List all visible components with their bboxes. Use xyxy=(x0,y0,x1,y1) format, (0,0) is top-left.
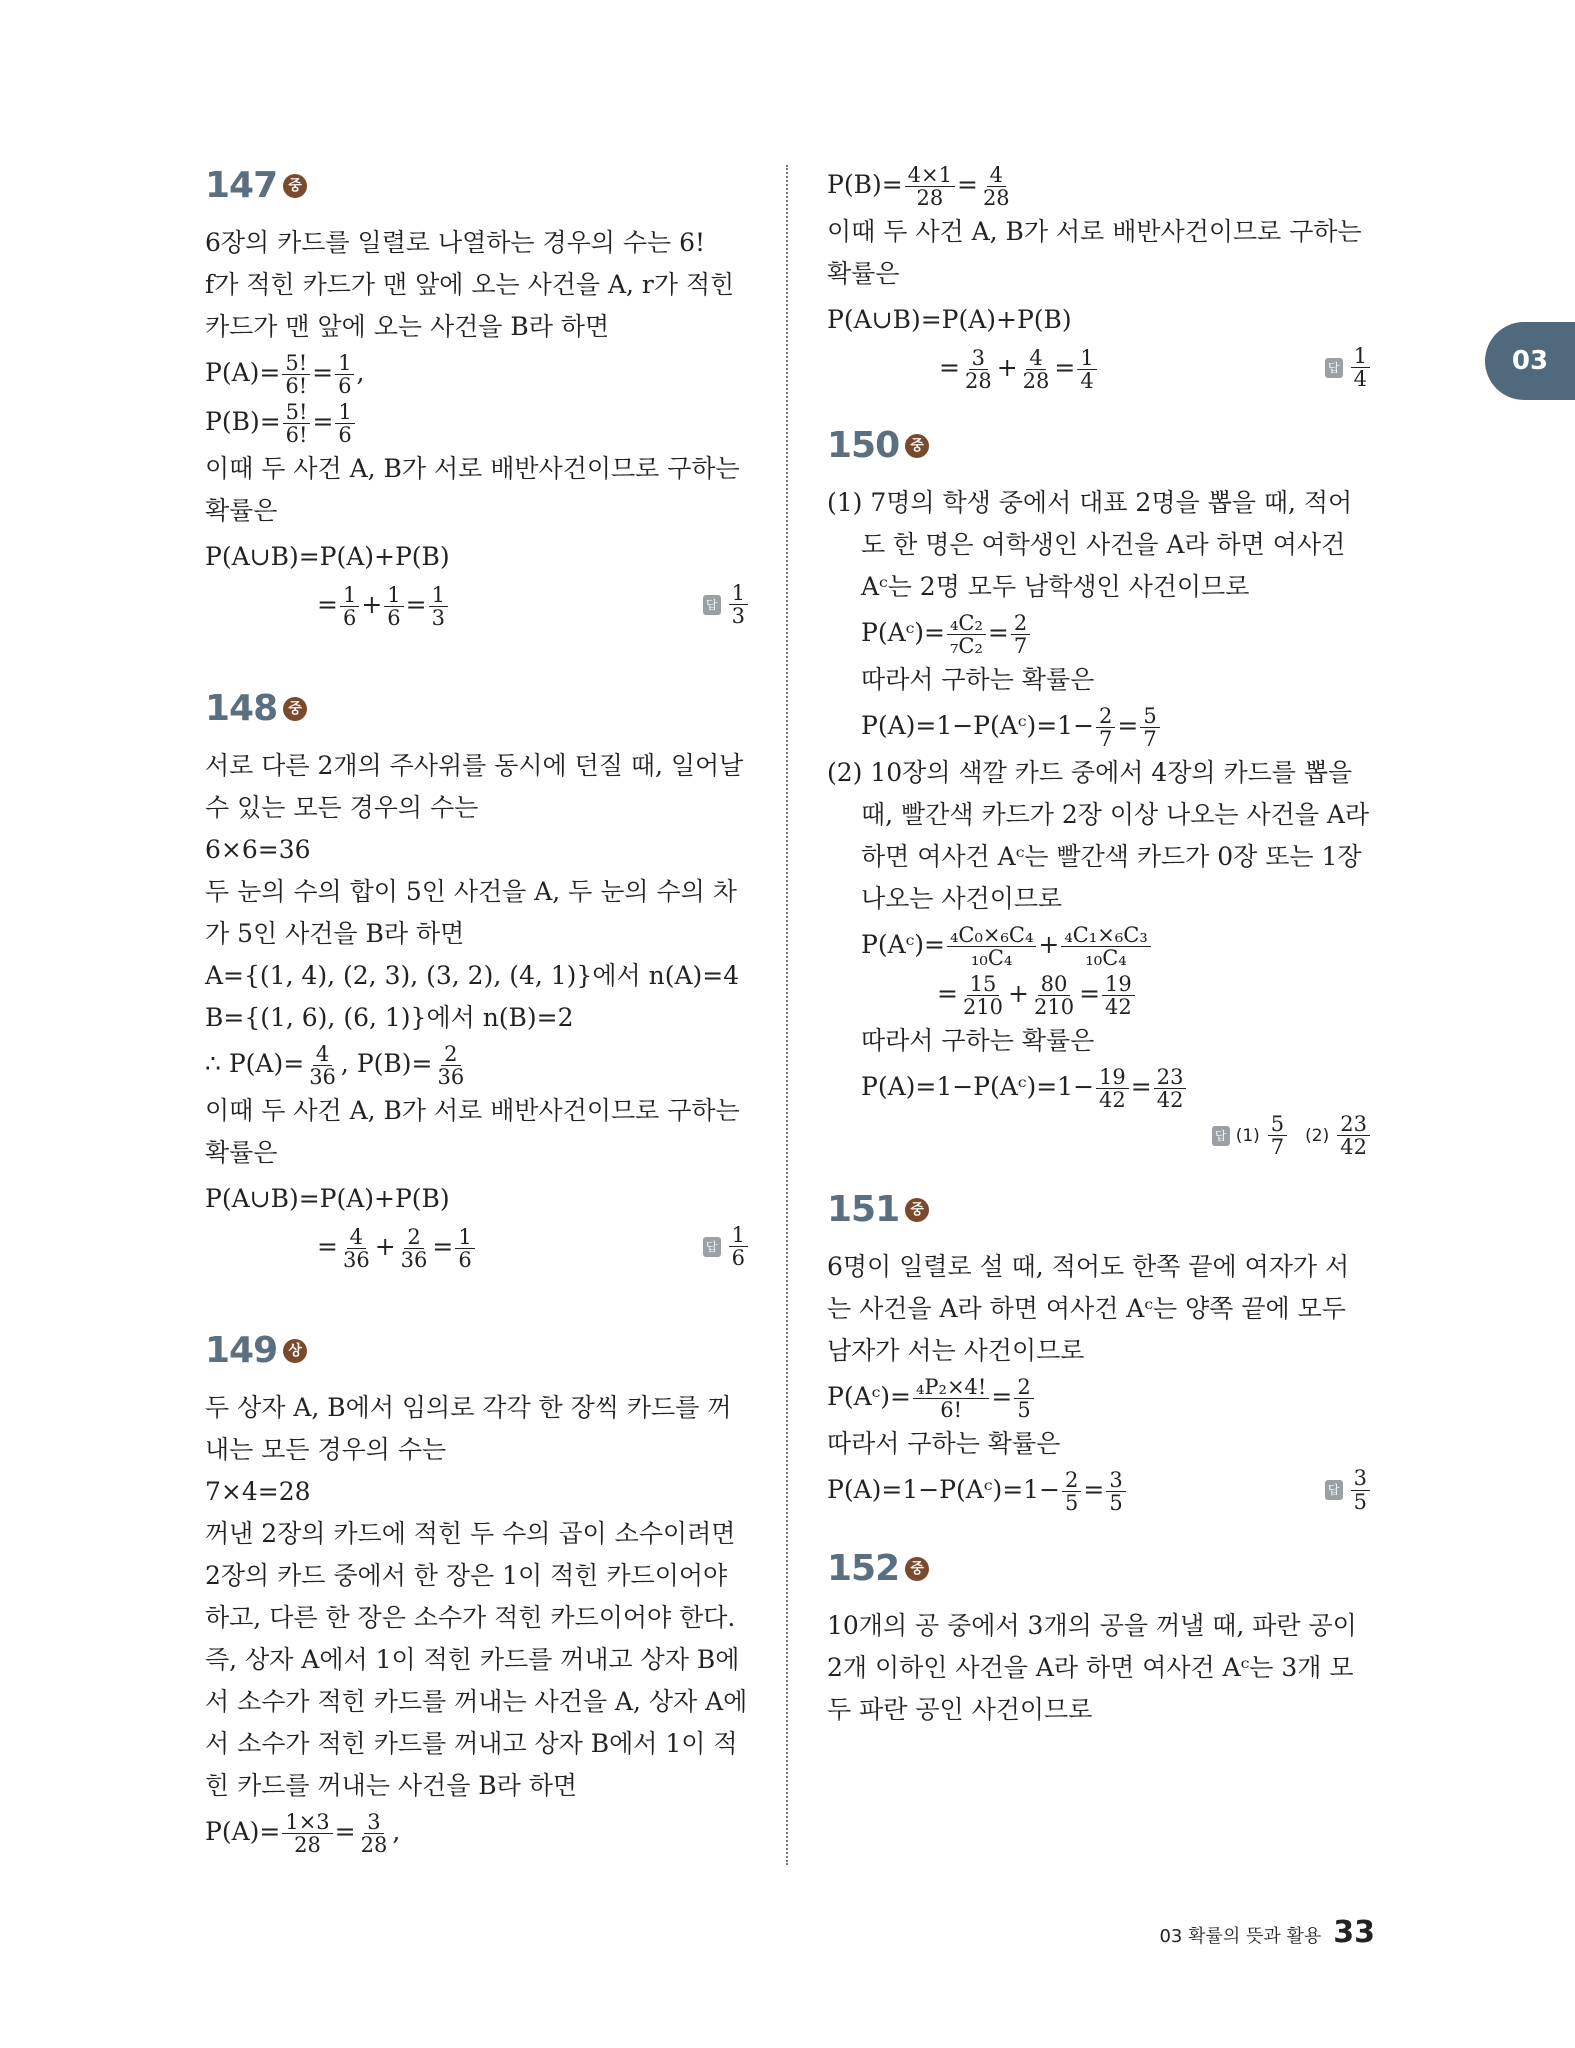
answer xyxy=(1325,1467,1372,1512)
left-column xyxy=(205,160,750,1858)
problem-149 xyxy=(205,1325,750,1856)
fraction: $\frac{\text{₄C₀×₆C₄}}{\text{₁₀C₄}}$ xyxy=(947,924,1036,969)
chapter-title: 03 확률의 뜻과 활용 xyxy=(1159,1926,1322,1947)
fraction: $\frac{2}{7}$ xyxy=(1096,705,1115,750)
equation: P(A)= $\frac{1\times 3}{28}$ = $\frac{3}{28}$ , xyxy=(205,1810,401,1858)
equation: P(Aᶜ)= $\frac{\text{₄C₂}}{\text{₇C₂}}$ = $\frac{2}{7}$ xyxy=(861,610,1372,657)
solution-text: 6장의 카드를 일렬로 나열하는 경우의 수는 6! xyxy=(205,228,706,257)
fraction: $\frac{1\times 3}{28}$ xyxy=(282,1811,332,1856)
fraction: $\frac{1}{6}$ xyxy=(335,401,354,446)
fraction: $\frac{1}{6}$ xyxy=(384,584,403,629)
fraction: $\frac{4}{36}$ xyxy=(309,1042,336,1090)
equation: = $\frac{1}{6}$ + $\frac{1}{6}$ = $\frac{1}{3}$ 답 $\frac{1}{3}$ xyxy=(205,582,750,629)
fraction: $\frac{2}{7}$ xyxy=(1011,612,1030,657)
fraction: $\frac{3}{28}$ xyxy=(360,1810,388,1858)
solution-text: A={(1, 4), (2, 3), (3, 2), (4, 1)}에서 n(A)=4 xyxy=(205,961,740,991)
equation: P(Aᶜ)= $\frac{\text{₄C₀×₆C₄}}{\text{₁₀C₄}}$ + $\frac{\text{₄C₁×₆C₃}}{\text{₁₀C₄}}$ xyxy=(861,922,1372,969)
problem-147 xyxy=(205,160,750,629)
fraction: $\frac{1}{6}$ xyxy=(335,352,354,397)
level-badge: 중 xyxy=(283,697,307,721)
fraction: $\frac{2}{36}$ xyxy=(437,1042,465,1090)
fraction: $\frac{1}{4}$ xyxy=(1077,347,1096,392)
solution-text: 6×6=36 xyxy=(205,835,311,865)
problem-number: 150 xyxy=(827,425,900,467)
fraction: $\frac{5!}{6!}$ xyxy=(282,352,310,397)
fraction: $\frac{19}{42}$ xyxy=(1096,1066,1129,1111)
fraction: $\frac{3}{5}$ xyxy=(1106,1469,1125,1514)
fraction: $\frac{3}{28}$ xyxy=(964,346,992,394)
fraction: $\frac{19}{42}$ xyxy=(1102,973,1135,1018)
fraction: $\frac{4}{28}$ xyxy=(1022,346,1050,394)
level-badge: 상 xyxy=(283,1339,307,1363)
solution-text: 이때 두 사건 A, B가 서로 배반사건이므로 구하는 확률은 xyxy=(827,217,1362,289)
answer-fraction: $\frac{3}{5}$ xyxy=(1351,1467,1370,1512)
fraction: $\frac{\text{₄C₁×₆C₃}}{\text{₁₀C₄}}$ xyxy=(1061,924,1150,969)
solution-text: 따라서 구하는 확률은 xyxy=(861,665,1095,695)
equation: P(A∪B)=P(A)+P(B) xyxy=(205,1184,450,1214)
fraction: $\frac{\text{₄P₂×4!}}{6!}$ xyxy=(913,1376,989,1421)
solution-text: 7×4=28 xyxy=(205,1477,311,1507)
answer-icon: 답 xyxy=(1325,1480,1343,1500)
fraction: $\frac{1}{6}$ xyxy=(340,584,359,629)
equation: P(A∪B)=P(A)+P(B) xyxy=(827,305,1072,335)
problem-number: 151 xyxy=(827,1189,900,1231)
sub-question-2: (2) 10장의 색깔 카드 중에서 4장의 카드를 뽑을 때, 빨간색 카드가 2장 이상 나오는 사건을 A라 하면 여사건 Aᶜ는 빨간색 카드가 0장 또는 1장 나오는 사건이므로 xyxy=(827,758,1370,914)
level-badge: 중 xyxy=(905,1198,929,1222)
sub-question-1: (1) 7명의 학생 중에서 대표 2명을 뽑을 때, 적어도 한 명은 여학생인 사건을 A라 하면 여사건 Aᶜ는 2명 모두 남학생인 사건이므로 xyxy=(827,488,1353,602)
fraction: $\frac{5}{7}$ xyxy=(1140,705,1159,750)
column-divider xyxy=(786,165,788,1865)
answer: 답 (1) $\frac{5}{7}$ (2) $\frac{23}{42}$ xyxy=(1212,1113,1372,1158)
fraction: $\frac{23}{42}$ xyxy=(1154,1066,1187,1111)
problem-151 xyxy=(827,1184,1372,1514)
answer-icon: 답 xyxy=(1325,358,1343,378)
answer-fraction: $\frac{23}{42}$ xyxy=(1337,1113,1370,1158)
answer xyxy=(703,582,750,627)
solution-text: 따라서 구하는 확률은 xyxy=(827,1429,1061,1459)
answer-fraction: $\frac{1}{6}$ xyxy=(729,1224,748,1269)
answer-icon: 답 xyxy=(1212,1126,1230,1146)
fraction: $\frac{1}{6}$ xyxy=(455,1226,474,1271)
problem-number: 152 xyxy=(827,1547,900,1589)
solution-text: f가 적힌 카드가 맨 앞에 오는 사건을 A, r가 적힌 카드가 맨 앞에 오는 사건을 B라 하면 xyxy=(205,270,735,341)
problem-150 xyxy=(827,420,1372,1158)
solution-text: 두 상자 A, B에서 임의로 각각 한 장씩 카드를 꺼내는 모든 경우의 수는 xyxy=(205,1393,732,1465)
fraction: $\frac{2}{5}$ xyxy=(1062,1469,1081,1514)
answer-fraction: $\frac{1}{4}$ xyxy=(1351,345,1370,390)
equation: P(A)= $\frac{5!}{6!}$ = $\frac{1}{6}$ , xyxy=(205,350,365,398)
equation: P(B)= $\frac{4\times 1}{28}$ = $\frac{4}{28}$ xyxy=(827,162,1372,209)
fraction: $\frac{15}{210}$ xyxy=(962,972,1004,1020)
level-badge: 중 xyxy=(283,174,307,198)
problem-152 xyxy=(827,1543,1372,1731)
fraction: $\frac{\text{₄C₂}}{\text{₇C₂}}$ xyxy=(947,612,986,657)
answer-icon: 답 xyxy=(703,595,721,615)
level-badge: 중 xyxy=(905,1557,929,1581)
fraction: $\frac{4}{36}$ xyxy=(342,1225,370,1273)
page-footer xyxy=(1130,1915,1375,1950)
solution-text: B={(1, 6), (6, 1)}에서 n(B)=2 xyxy=(205,1003,574,1033)
fraction: $\frac{1}{3}$ xyxy=(429,584,448,629)
page-number: 33 xyxy=(1333,1915,1375,1950)
fraction: $\frac{80}{210}$ xyxy=(1034,972,1075,1020)
fraction: $\frac{2}{5}$ xyxy=(1014,1376,1033,1421)
problem-number: 149 xyxy=(205,1330,278,1372)
fraction: $\frac{5!}{6!}$ xyxy=(283,401,311,446)
equation: = $\frac{3}{28}$ + $\frac{4}{28}$ = $\frac{1}{4}$ 답 $\frac{1}{4}$ xyxy=(827,345,1372,392)
answer xyxy=(1325,345,1372,390)
solution-text: 꺼낸 2장의 카드에 적힌 두 수의 곱이 소수이려면 2장의 카드 중에서 한 장은 1이 적힌 카드이어야 하고, 다른 한 장은 소수가 적힌 카드이어야 한다. xyxy=(205,1519,736,1633)
right-column xyxy=(827,160,1372,1731)
answer xyxy=(703,1224,750,1269)
solution-text: 이때 두 사건 A, B가 서로 배반사건이므로 구하는 확률은 xyxy=(205,1096,740,1168)
answer-fraction: $\frac{1}{3}$ xyxy=(729,582,748,627)
problem-number: 148 xyxy=(205,688,278,730)
problem-149-continued xyxy=(827,162,1372,392)
equation: = $\frac{15}{210}$ + $\frac{80}{210}$ = $\frac{19}{42}$ xyxy=(861,971,1372,1018)
fraction: $\frac{2}{36}$ xyxy=(400,1225,428,1273)
problem-148 xyxy=(205,683,750,1271)
solution-text: 서로 다른 2개의 주사위를 동시에 던질 때, 일어날 수 있는 모든 경우의 수는 xyxy=(205,751,744,823)
problem-number: 147 xyxy=(205,165,278,206)
solution-text: 두 눈의 수의 합이 5인 사건을 A, 두 눈의 수의 차가 5인 사건을 B라 하면 xyxy=(205,877,737,949)
fraction: $\frac{4}{28}$ xyxy=(982,162,1010,210)
solution-text: 따라서 구하는 확률은 xyxy=(861,1026,1095,1056)
level-badge: 중 xyxy=(905,434,929,458)
answer-fraction: $\frac{5}{7}$ xyxy=(1268,1113,1287,1158)
solution-text: 이때 두 사건 A, B가 서로 배반사건이므로 구하는 확률은 xyxy=(205,454,740,526)
equation: P(B)= $\frac{5!}{6!}$ = $\frac{1}{6}$ xyxy=(205,399,750,446)
equation: P(A∪B)=P(A)+P(B) xyxy=(205,542,450,572)
chapter-side-tab xyxy=(1485,322,1575,400)
solution-text: 즉, 상자 A에서 1이 적힌 카드를 꺼내고 상자 B에서 소수가 적힌 카드를 꺼내는 사건을 A, 상자 A에서 소수가 적힌 카드를 꺼내고 상자 B에서 1이 적힌 카드를 꺼내는 사건을 B라 하면 xyxy=(205,1645,748,1801)
equation: ∴ P(A)= $\frac{4}{36}$ , P(B)= $\frac{2}{36}$ xyxy=(205,1041,750,1088)
chapter-tab-label: 03 xyxy=(1511,346,1549,376)
equation: P(A)=1−P(Aᶜ)=1− $\frac{2}{5}$ = $\frac{3}{5}$ 답 $\frac{3}{5}$ xyxy=(827,1467,1372,1514)
solution-text: 10개의 공 중에서 3개의 공을 꺼낼 때, 파란 공이 2개 이하인 사건을 A라 하면 여사건 Aᶜ는 3개 모두 파란 공인 사건이므로 xyxy=(827,1610,1357,1724)
equation: P(A)=1−P(Aᶜ)=1− $\frac{19}{42}$ = $\frac{23}{42}$ xyxy=(861,1064,1372,1111)
solution-text: 6명이 일렬로 설 때, 적어도 한쪽 끝에 여자가 서는 사건을 A라 하면 여사건 Aᶜ는 양쪽 끝에 모두 남자가 서는 사건이므로 xyxy=(827,1252,1350,1366)
equation: = $\frac{4}{36}$ + $\frac{2}{36}$ = $\frac{1}{6}$ 답 $\frac{1}{6}$ xyxy=(205,1224,750,1271)
equation: P(Aᶜ)= $\frac{\text{₄P₂×4!}}{6!}$ = $\frac{2}{5}$ xyxy=(827,1374,1372,1421)
fraction: $\frac{4\times 1}{28}$ xyxy=(905,164,955,209)
answer-icon: 답 xyxy=(703,1237,721,1257)
equation: P(A)=1−P(Aᶜ)=1− $\frac{2}{7}$ = $\frac{5}{7}$ xyxy=(861,703,1372,750)
